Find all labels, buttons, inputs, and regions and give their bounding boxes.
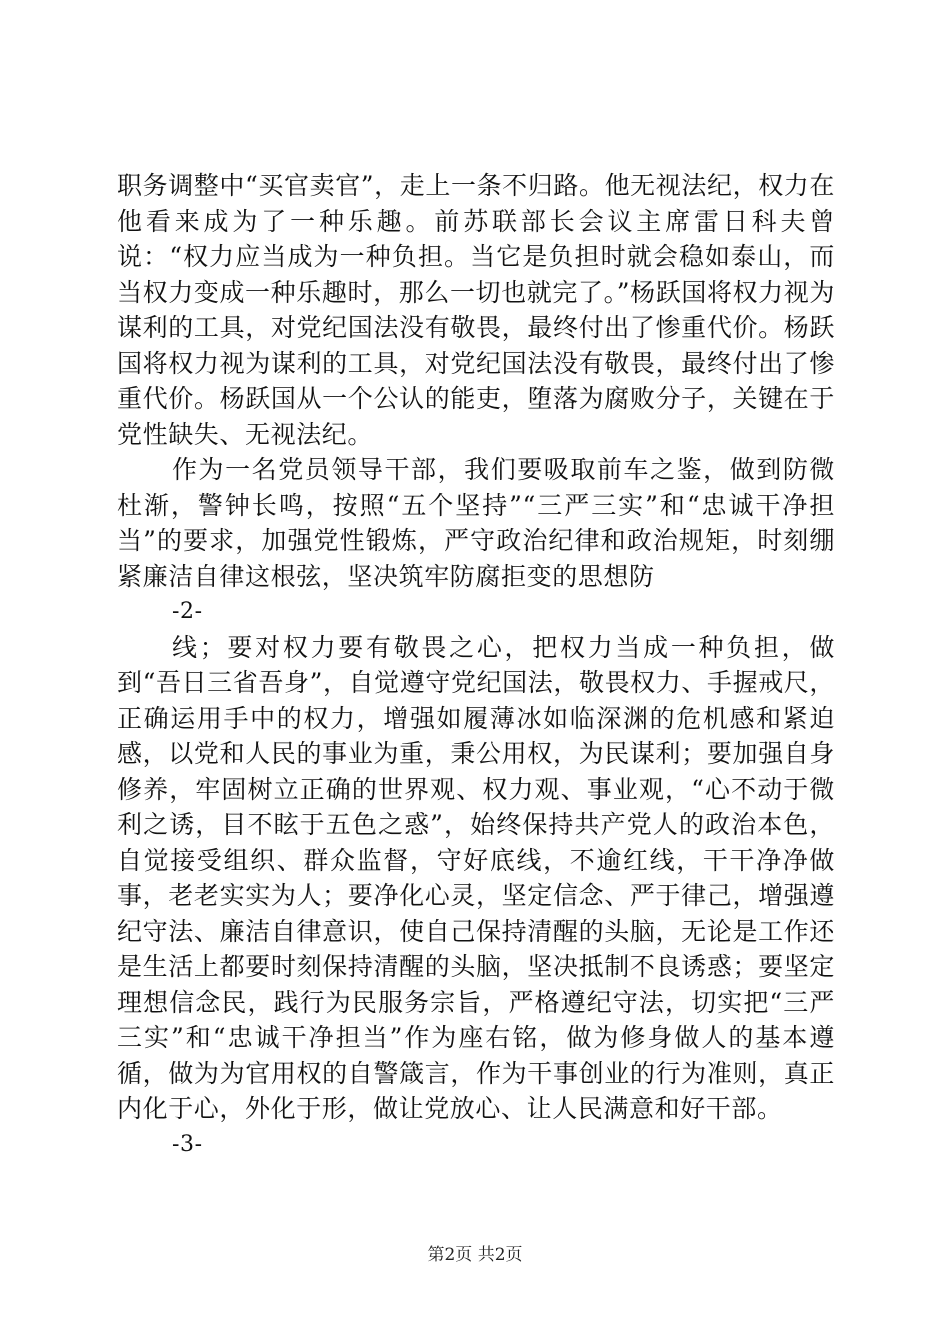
page-footer: 第2页 共2页 bbox=[427, 1245, 523, 1265]
document-body bbox=[117, 168, 835, 1162]
paragraph-resolution: 作为一名党员领导干部，我们要吸取前车之鉴，做到防微杜渐，警钟长鸣，按照“五个坚持”“三严三实”和“忠诚干净担当”的要求，加强党性锻炼，严守政治纪律和政治规矩，时刻绷紧廉洁自律这根弦，坚决筑牢防腐拒变的思想防 bbox=[117, 455, 835, 591]
page-marker-3: -3- bbox=[172, 1131, 203, 1157]
page-marker-2: -2- bbox=[172, 599, 203, 624]
paragraph-continuation: 职务调整中“买官卖官”，走上一条不归路。他无视法纪，权力在他看来成为了一种乐趣。前苏联部长会议主席雷日科夫曾说：“权力应当成为一种负担。当它是负担时就会稳如泰山，而当权力变成一种乐趣时，那么一切也就完了。”杨跃国将权力视为谋利的工具，对党纪国法没有敬畏，最终付出了惨重代价。杨跃国将权力视为谋利的工具，对党纪国法没有敬畏，最终付出了惨重代价。杨跃国从一个公认的能吏，堕落为腐败分子，关键在于党性缺失、无视法纪。 bbox=[117, 171, 835, 449]
paragraph-requirements: 线；要对权力要有敬畏之心，把权力当成一种负担，做到“吾日三省吾身”，自觉遵守党纪国法，敬畏权力、手握戒尺，正确运用手中的权力，增强如履薄冰如临深渊的危机感和紧迫感，以党和人民的事业为重，秉公用权，为民谋利；要加强自身修养，牢固树立正确的世界观、权力观、事业观，“心不动于微利之诱，目不眩于五色之惑”，始终保持共产党人的政治本色，自觉接受组织、群众监督，守好底线，不逾红线，干干净净做事，老老实实为人；要净化心灵，坚定信念、严于律己，增强遵纪守法、廉洁自律意识，使自己保持清醒的头脑，无论是工作还是生活上都要时刻保持清醒的头脑，坚决抵制不良诱惑；要坚定理想信念民，践行为民服务宗旨，严格遵纪守法，切实把“三严三实”和“忠诚干净担当”作为座右铭，做为修身做人的基本遵循，做为为官用权的自警箴言，作为干事创业的行为准则，真正内化于心，外化于形，做让党放心、让人民满意和好干部。 bbox=[117, 632, 835, 1123]
